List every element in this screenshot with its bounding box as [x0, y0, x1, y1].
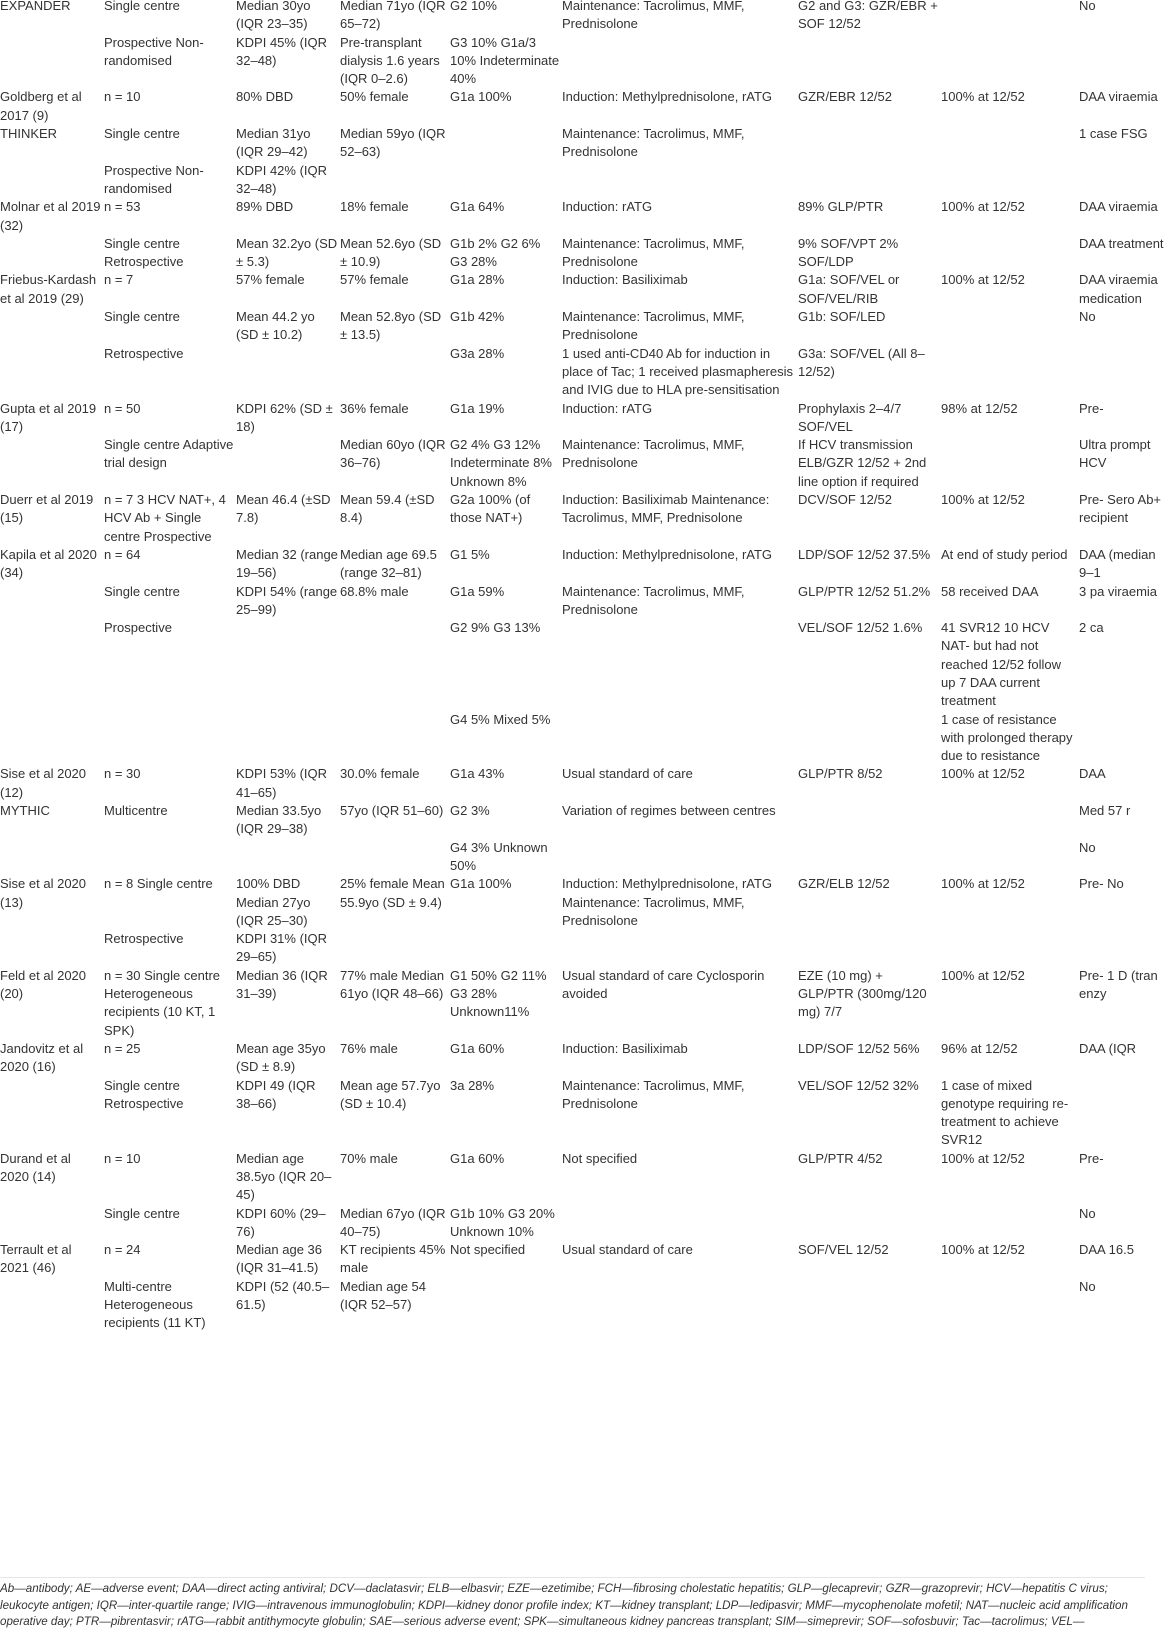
design-cell: n = 50 [104, 400, 141, 416]
genotype-cell [450, 930, 562, 967]
immunosuppression-cell [562, 1278, 798, 1333]
daa-regimen-cell: DCV/SOF 12/52 [798, 492, 892, 508]
table-row [0, 619, 1170, 710]
adverse-events-cell: Ultra prompt HCV [1079, 437, 1151, 471]
adverse-events-cell: No [1079, 1205, 1096, 1221]
immunosuppression-cell: Induction: Basiliximab [562, 272, 688, 288]
study-cell [0, 930, 104, 967]
daa-regimen-cell: If HCV transmission ELB/GZR 12/52 + 2nd line option if required [798, 437, 927, 489]
svr-cell: 100% at 12/52 [941, 89, 1025, 105]
recipient-cell: 68.8% male [340, 583, 409, 599]
table-row [0, 711, 1170, 766]
genotype-cell: G4 3% Unknown 50% [450, 839, 548, 873]
genotype-cell: G1a 64% [450, 199, 505, 215]
svr-cell: 100% at 12/52 [941, 876, 1025, 892]
genotype-cell: G2 9% G3 13% [450, 620, 541, 636]
donor-cell: KDPI 31% (IQR 29–65) [236, 931, 328, 965]
daa-regimen-cell: GZR/EBR 12/52 [798, 89, 892, 105]
study-cell [0, 1205, 104, 1242]
recipient-cell [340, 711, 450, 766]
design-cell: n = 7 3 HCV NAT+, 4 HCV Ab + Single centre Prospective [104, 492, 226, 544]
svr-cell [941, 802, 1079, 839]
recipient-cell: 30.0% female [340, 766, 420, 782]
recipient-cell: KT recipients 45% male [340, 1242, 446, 1276]
adverse-events-cell: DAA 16.5 [1079, 1242, 1134, 1258]
svr-cell [941, 436, 1079, 491]
adverse-events-cell: No [1079, 839, 1096, 855]
immunosuppression-cell: Maintenance: Tacrolimus, MMF, Prednisolone [562, 583, 745, 617]
design-cell: n = 25 [104, 1040, 141, 1056]
daa-regimen-cell: G1a: SOF/VEL or SOF/VEL/RIB [798, 272, 900, 306]
donor-cell [236, 345, 340, 400]
design-cell: n = 53 [104, 199, 141, 215]
svr-cell: 41 SVR12 10 HCV NAT- but had not reached 12/52 follow up 7 DAA current treatment [941, 620, 1061, 709]
daa-regimen-cell [798, 1205, 941, 1242]
recipient-cell: 50% female [340, 89, 409, 105]
recipient-cell: Median 67yo (IQR 40–75) [340, 1205, 446, 1239]
recipient-cell: Median age 69.5 (range 32–81) [340, 546, 437, 581]
donor-cell: KDPI 45% (IQR 32–48) [236, 34, 328, 68]
table-row [0, 436, 1170, 491]
daa-regimen-cell [798, 162, 941, 199]
design-cell: Prospective [104, 620, 172, 636]
immunosuppression-cell [562, 34, 798, 89]
svr-cell: 96% at 12/52 [941, 1040, 1018, 1056]
immunosuppression-cell: Usual standard of care Cyclosporin avoided [562, 967, 765, 1002]
daa-regimen-cell [798, 125, 941, 162]
donor-cell: Median age 38.5yo (IQR 20–45) [236, 1150, 332, 1203]
svr-cell: 100% at 12/52 [941, 1150, 1025, 1166]
genotype-cell: G4 5% Mixed 5% [450, 711, 551, 727]
immunosuppression-cell: Usual standard of care [562, 766, 693, 782]
table-row [0, 1205, 1170, 1242]
study-cell: Jandovitz et al 2020 (16) [0, 1040, 84, 1075]
study-cell [0, 1278, 104, 1333]
recipient-cell: Mean 52.8yo (SD ± 13.5) [340, 309, 442, 343]
daa-regimen-cell: VEL/SOF 12/52 1.6% [798, 620, 923, 636]
table-row [0, 930, 1170, 967]
study-cell: Feld et al 2020 (20) [0, 967, 87, 1002]
svr-cell: 100% at 12/52 [941, 272, 1025, 288]
recipient-cell [340, 930, 450, 967]
donor-cell: KDPI 42% (IQR 32–48) [236, 162, 328, 196]
study-cell [0, 345, 104, 400]
study-cell [0, 308, 104, 345]
donor-cell [236, 711, 340, 766]
svr-cell: 58 received DAA [941, 583, 1039, 599]
daa-regimen-cell [798, 1278, 941, 1333]
adverse-events-cell: DAA viraemia medication [1079, 272, 1158, 306]
svr-cell [941, 125, 1079, 162]
svr-cell: 1 case of resistance with prolonged therapy due to resistance [941, 711, 1073, 764]
immunosuppression-cell: Induction: Basiliximab [562, 1040, 688, 1056]
genotype-cell: G2 10% [450, 0, 497, 13]
genotype-cell: G1b 2% G2 6% G3 28% [450, 235, 541, 270]
immunosuppression-cell [562, 619, 798, 710]
adverse-events-cell: DAA treatment [1079, 235, 1164, 251]
immunosuppression-cell: Induction: Methylprednisolone, rATG [562, 546, 773, 562]
table-row [0, 235, 1170, 272]
genotype-cell: G1 50% G2 11% G3 28% Unknown11% [450, 967, 547, 1020]
adverse-events-cell: DAA (IQR [1079, 1040, 1137, 1056]
immunosuppression-cell: Maintenance: Tacrolimus, MMF, Prednisolone [562, 126, 745, 160]
genotype-cell: G1a 100% [450, 876, 512, 892]
adverse-events-cell: DAA viraemia [1079, 199, 1158, 215]
table-row [0, 1150, 1170, 1205]
donor-cell: 89% DBD [236, 199, 294, 215]
study-cell: EXPANDER [0, 0, 71, 13]
immunosuppression-cell: Induction: rATG [562, 199, 653, 215]
immunosuppression-cell: Usual standard of care [562, 1242, 693, 1258]
svr-cell: 100% at 12/52 [941, 1242, 1025, 1258]
adverse-events-cell: 3 pa viraemia [1079, 583, 1158, 599]
recipient-cell [340, 345, 450, 400]
design-cell [104, 839, 236, 876]
donor-cell: Median 33.5yo (IQR 29–38) [236, 803, 322, 837]
donor-cell: Median 30yo (IQR 23–35) [236, 0, 311, 32]
table-row [0, 546, 1170, 583]
daa-regimen-cell [798, 839, 941, 876]
donor-cell: Mean 46.4 (±SD 7.8) [236, 492, 331, 526]
adverse-events-cell [1079, 162, 1170, 199]
genotype-cell: G1a 100% [450, 89, 512, 105]
adverse-events-cell: No [1079, 1278, 1096, 1294]
genotype-cell: G2a 100% (of those NAT+) [450, 492, 531, 526]
study-cell: Sise et al 2020 (12) [0, 766, 87, 800]
genotype-cell: G1a 28% [450, 272, 505, 288]
donor-cell: Median age 36 (IQR 31–41.5) [236, 1242, 323, 1276]
adverse-events-cell: DAA viraemia [1079, 89, 1158, 105]
recipient-cell: Median 71yo (IQR 65–72) [340, 0, 446, 32]
study-cell: Molnar et al 2019 (32) [0, 199, 101, 233]
table-row [0, 875, 1170, 930]
recipient-cell: 36% female [340, 400, 409, 416]
svr-cell [941, 1205, 1079, 1242]
daa-regimen-cell [798, 34, 941, 89]
adverse-events-cell: Pre- No [1079, 876, 1124, 892]
donor-cell: KDPI 62% (SD ± 18) [236, 400, 333, 434]
donor-cell [236, 436, 340, 491]
adverse-events-cell: Pre- 1 D (tran enzy [1079, 967, 1158, 1002]
study-cell: Friebus-Kardash et al 2019 (29) [0, 272, 97, 306]
design-cell: n = 64 [104, 546, 141, 562]
donor-cell [236, 619, 340, 710]
immunosuppression-cell: Maintenance: Tacrolimus, MMF, Prednisolone [562, 309, 745, 343]
adverse-events-cell: No [1079, 309, 1096, 325]
footnote-line: Ab—antibody; AE—adverse event; DAA—direct acting antiviral; DCV—daclatasvir; ELB—elbasvir; EZE—ezetimibe; FCH—fibrosing cholestatic hepatitis; GLP—glecaprevir; GZR—grazoprevir; HCV—hepatitis C virus; [0, 1582, 1108, 1595]
daa-regimen-cell: GLP/PTR 4/52 [798, 1150, 883, 1166]
immunosuppression-cell: Induction: rATG [562, 400, 653, 416]
recipient-cell [340, 619, 450, 710]
design-cell [104, 711, 236, 766]
daa-regimen-cell: G3a: SOF/VEL (All 8–12/52) [798, 345, 925, 379]
design-cell: n = 24 [104, 1242, 141, 1258]
study-cell: Duerr et al 2019 (15) [0, 492, 94, 526]
daa-regimen-cell: G2 and G3: GZR/EBR + SOF 12/52 [798, 0, 938, 32]
donor-cell: Median 32 (range 19–56) [236, 546, 338, 581]
recipient-cell: 77% male Median 61yo (IQR 48–66) [340, 967, 445, 1002]
table-row [0, 162, 1170, 199]
daa-regimen-cell: SOF/VEL 12/52 [798, 1242, 889, 1258]
study-cell [0, 34, 104, 89]
design-cell: n = 30 [104, 766, 141, 782]
genotype-cell: G1a 43% [450, 766, 505, 782]
immunosuppression-cell: Maintenance: Tacrolimus, MMF, Prednisolone [562, 1077, 745, 1111]
svr-cell: At end of study period [941, 546, 1068, 562]
genotype-cell: G1a 19% [450, 400, 505, 416]
design-cell: Retrospective [104, 931, 184, 947]
daa-regimen-cell: 89% GLP/PTR [798, 199, 884, 215]
immunosuppression-cell: Variation of regimes between centres [562, 803, 776, 819]
donor-cell: KDPI (52 (40.5–61.5) [236, 1278, 330, 1313]
genotype-cell: G1a 60% [450, 1150, 505, 1166]
genotype-cell: G1a 59% [450, 583, 505, 599]
recipient-cell: 18% female [340, 199, 409, 215]
immunosuppression-cell: Induction: Methylprednisolone, rATG Maintenance: Tacrolimus, MMF, Prednisolone [562, 876, 773, 928]
svr-cell: 100% at 12/52 [941, 199, 1025, 215]
donor-cell: Mean 44.2 yo (SD ± 10.2) [236, 309, 315, 343]
genotype-cell: G2 3% [450, 803, 490, 819]
table-row [0, 345, 1170, 400]
svr-cell [941, 930, 1079, 967]
adverse-events-cell [1079, 34, 1170, 89]
study-cell: Gupta et al 2019 (17) [0, 400, 97, 434]
recipient-cell: Median 60yo (IQR 36–76) [340, 437, 446, 471]
table-row [0, 88, 1170, 125]
genotype-cell [450, 1278, 562, 1333]
design-cell: Single centre [104, 1205, 180, 1221]
design-cell: Single centre [104, 126, 180, 142]
daa-regimen-cell [798, 711, 941, 766]
footnote-divider [0, 1577, 1145, 1578]
daa-regimen-cell: VEL/SOF 12/52 32% [798, 1077, 919, 1093]
adverse-events-cell [1079, 345, 1170, 400]
design-cell: Single centre [104, 309, 180, 325]
daa-regimen-cell: LDP/SOF 12/52 56% [798, 1040, 920, 1056]
study-cell: Durand et al 2020 (14) [0, 1150, 71, 1184]
immunosuppression-cell: Induction: Basiliximab Maintenance: Tacrolimus, MMF, Prednisolone [562, 492, 770, 526]
recipient-cell [340, 839, 450, 876]
table-row [0, 271, 1170, 308]
design-cell: n = 7 [104, 272, 134, 288]
study-cell [0, 839, 104, 876]
adverse-events-cell: 1 case FSG [1079, 126, 1148, 142]
design-cell: Multi-centre Heterogeneous recipients (11 KT) [104, 1278, 206, 1331]
design-cell: Single centre Adaptive trial design [104, 437, 234, 471]
design-cell: Single centre [104, 0, 180, 13]
donor-cell: KDPI 54% (range 25–99) [236, 583, 338, 617]
genotype-cell: G1a 60% [450, 1040, 505, 1056]
donor-cell: KDPI 60% (29–76) [236, 1205, 326, 1239]
design-cell: n = 30 Single centre Heterogeneous recipients (10 KT, 1 SPK) [104, 967, 220, 1038]
study-cell [0, 1077, 104, 1150]
daa-regimen-cell: EZE (10 mg) + GLP/PTR (300mg/120 mg) 7/7 [798, 967, 927, 1020]
study-cell: Kapila et al 2020 (34) [0, 546, 97, 581]
immunosuppression-cell [562, 930, 798, 967]
genotype-cell: G2 4% G3 12% Indeterminate 8% Unknown 8% [450, 437, 552, 489]
daa-regimen-cell: GLP/PTR 12/52 51.2% [798, 583, 931, 599]
immunosuppression-cell: Not specified [562, 1150, 638, 1166]
recipient-cell: Mean 59.4 (±SD 8.4) [340, 492, 435, 526]
daa-regimen-cell: 9% SOF/VPT 2% SOF/LDP [798, 235, 899, 270]
study-cell [0, 619, 104, 710]
genotype-cell: G3 10% G1a/3 10% Indeterminate 40% [450, 34, 560, 87]
study-cell: MYTHIC [0, 803, 50, 819]
design-cell: Single centre Retrospective [104, 1077, 184, 1111]
design-cell: n = 8 Single centre [104, 876, 213, 892]
svr-cell: 100% at 12/52 [941, 492, 1025, 508]
adverse-events-cell: Pre- Sero Ab+ recipient [1079, 492, 1162, 526]
immunosuppression-cell [562, 162, 798, 199]
recipient-cell: 70% male [340, 1150, 398, 1166]
svr-cell [941, 308, 1079, 345]
immunosuppression-cell: Maintenance: Tacrolimus, MMF, Prednisolone [562, 235, 745, 270]
genotype-cell: G1b 42% [450, 309, 505, 325]
table-row [0, 765, 1170, 802]
table-row [0, 583, 1170, 620]
svr-cell [941, 34, 1079, 89]
table-row [0, 308, 1170, 345]
recipient-cell: Median age 54 (IQR 52–57) [340, 1278, 427, 1313]
donor-cell: 57% female [236, 272, 305, 288]
donor-cell: KDPI 49 (IQR 38–66) [236, 1077, 316, 1111]
design-cell: n = 10 [104, 1150, 141, 1166]
design-cell: Prospective Non-randomised [104, 34, 204, 68]
footnote-line: leukocyte antigen; IQR—inter-quartile range; IVIG—intravenous immunoglobulin; KDPI—kidney donor profile index; KT—kidney transplant; LDP—ledipasvir; MMF—mycophenolate mofetil; NAT—nucleic acid amplification [0, 1598, 1128, 1612]
immunosuppression-cell [562, 1205, 798, 1242]
donor-cell: 80% DBD [236, 89, 294, 105]
svr-cell [941, 162, 1079, 199]
donor-cell: Mean 32.2yo (SD ± 5.3) [236, 235, 338, 270]
adverse-events-cell: No [1079, 0, 1096, 13]
genotype-cell: 3a 28% [450, 1077, 495, 1093]
svr-cell [941, 1278, 1079, 1333]
genotype-cell: G3a 28% [450, 345, 505, 361]
recipient-cell: 76% male [340, 1040, 398, 1056]
adverse-events-cell [1079, 1077, 1170, 1150]
donor-cell [236, 839, 340, 876]
study-cell: Terrault et al 2021 (46) [0, 1242, 72, 1276]
study-cell [0, 583, 104, 620]
table-row [0, 1040, 1170, 1077]
adverse-events-cell: DAA [1079, 766, 1106, 782]
table-row [0, 34, 1170, 89]
table-row [0, 0, 1170, 34]
donor-cell: Mean age 35yo (SD ± 8.9) [236, 1040, 326, 1075]
table-row [0, 802, 1170, 839]
svr-cell [941, 235, 1079, 272]
design-cell: Multicentre [104, 803, 168, 819]
adverse-events-cell: 2 ca [1079, 620, 1104, 636]
footnote-line: operative day; PTR—pibrentasvir; rATG—rabbit antithymocyte globulin; SAE—serious adverse event; SPK—simultaneous kidney pancreas transplant; SIM—simeprevir; SOF—sofosbuvir; Tac—tacrolimus; VEL— [0, 1615, 1085, 1628]
svr-cell: 1 case of mixed genotype requiring re-treatment to achieve SVR12 [941, 1077, 1069, 1148]
recipient-cell: Mean age 57.7yo (SD ± 10.4) [340, 1077, 441, 1111]
daa-regimen-cell [798, 930, 941, 967]
adverse-events-cell: Pre- [1079, 1150, 1104, 1166]
donor-cell: KDPI 53% (IQR 41–65) [236, 766, 328, 800]
genotype-cell: G1 5% [450, 546, 490, 562]
svr-cell [941, 345, 1079, 400]
abbreviations-footnote [0, 1581, 1170, 1631]
recipient-cell [340, 162, 450, 199]
design-cell: Retrospective [104, 345, 184, 361]
recipient-cell: Median 59yo (IQR 52–63) [340, 126, 446, 160]
daa-regimen-cell: LDP/SOF 12/52 37.5% [798, 546, 931, 562]
donor-cell: 100% DBD Median 27yo (IQR 25–30) [236, 876, 311, 928]
genotype-cell: G1b 10% G3 20% Unknown 10% [450, 1205, 555, 1239]
adverse-events-cell [1079, 930, 1170, 967]
genotype-cell: Not specified [450, 1242, 526, 1258]
recipient-cell: Mean 52.6yo (SD ± 10.9) [340, 235, 442, 270]
genotype-cell [450, 125, 562, 162]
design-cell: n = 10 [104, 89, 141, 105]
study-cell: Goldberg et al 2017 (9) [0, 89, 82, 123]
recipient-cell: 25% female Mean 55.9yo (SD ± 9.4) [340, 876, 445, 910]
svr-cell: 100% at 12/52 [941, 967, 1025, 983]
svr-cell [941, 0, 1079, 34]
table-row [0, 967, 1170, 1040]
study-cell [0, 162, 104, 199]
study-cell: Sise et al 2020 (13) [0, 876, 87, 910]
svr-cell [941, 839, 1079, 876]
table-row [0, 1241, 1170, 1278]
study-cell [0, 711, 104, 766]
donor-cell: Median 36 (IQR 31–39) [236, 967, 328, 1002]
study-cell: THINKER [0, 126, 58, 142]
table-row [0, 1077, 1170, 1150]
daa-regimen-cell: Prophylaxis 2–4/7 SOF/VEL [798, 400, 902, 434]
immunosuppression-cell [562, 839, 798, 876]
design-cell: Single centre Retrospective [104, 235, 184, 270]
table-row [0, 125, 1170, 162]
daa-regimen-cell: G1b: SOF/LED [798, 309, 886, 325]
immunosuppression-cell: Maintenance: Tacrolimus, MMF, Prednisolone [562, 437, 745, 471]
table-row [0, 1278, 1170, 1333]
svr-cell: 100% at 12/52 [941, 766, 1025, 782]
recipient-cell: Pre-transplant dialysis 1.6 years (IQR 0–2.6) [340, 34, 440, 87]
recipient-cell: 57yo (IQR 51–60) [340, 803, 444, 819]
adverse-events-cell: DAA (median 9–1 [1079, 546, 1156, 581]
immunosuppression-cell: Induction: Methylprednisolone, rATG [562, 89, 773, 105]
genotype-cell [450, 162, 562, 199]
study-cell [0, 436, 104, 491]
recipient-cell: 57% female [340, 272, 409, 288]
table-row [0, 491, 1170, 546]
adverse-events-cell [1079, 711, 1170, 766]
daa-regimen-cell: GLP/PTR 8/52 [798, 766, 883, 782]
svr-cell: 98% at 12/52 [941, 400, 1018, 416]
study-cell [0, 235, 104, 272]
design-cell: Single centre [104, 583, 180, 599]
table-row [0, 839, 1170, 876]
design-cell: Prospective Non-randomised [104, 162, 204, 196]
daa-regimen-cell [798, 802, 941, 839]
immunosuppression-cell: 1 used anti-CD40 Ab for induction in place of Tac; 1 received plasmapheresis and IVIG due to HLA pre-sensitisation [562, 345, 793, 398]
immunosuppression-cell [562, 711, 798, 766]
adverse-events-cell: Pre- [1079, 400, 1104, 416]
donor-cell: Median 31yo (IQR 29–42) [236, 126, 311, 160]
daa-regimen-cell: GZR/ELB 12/52 [798, 876, 890, 892]
table-row [0, 400, 1170, 437]
adverse-events-cell: Med 57 r [1079, 803, 1131, 819]
immunosuppression-cell: Maintenance: Tacrolimus, MMF, Prednisolone [562, 0, 745, 32]
table-row [0, 198, 1170, 235]
